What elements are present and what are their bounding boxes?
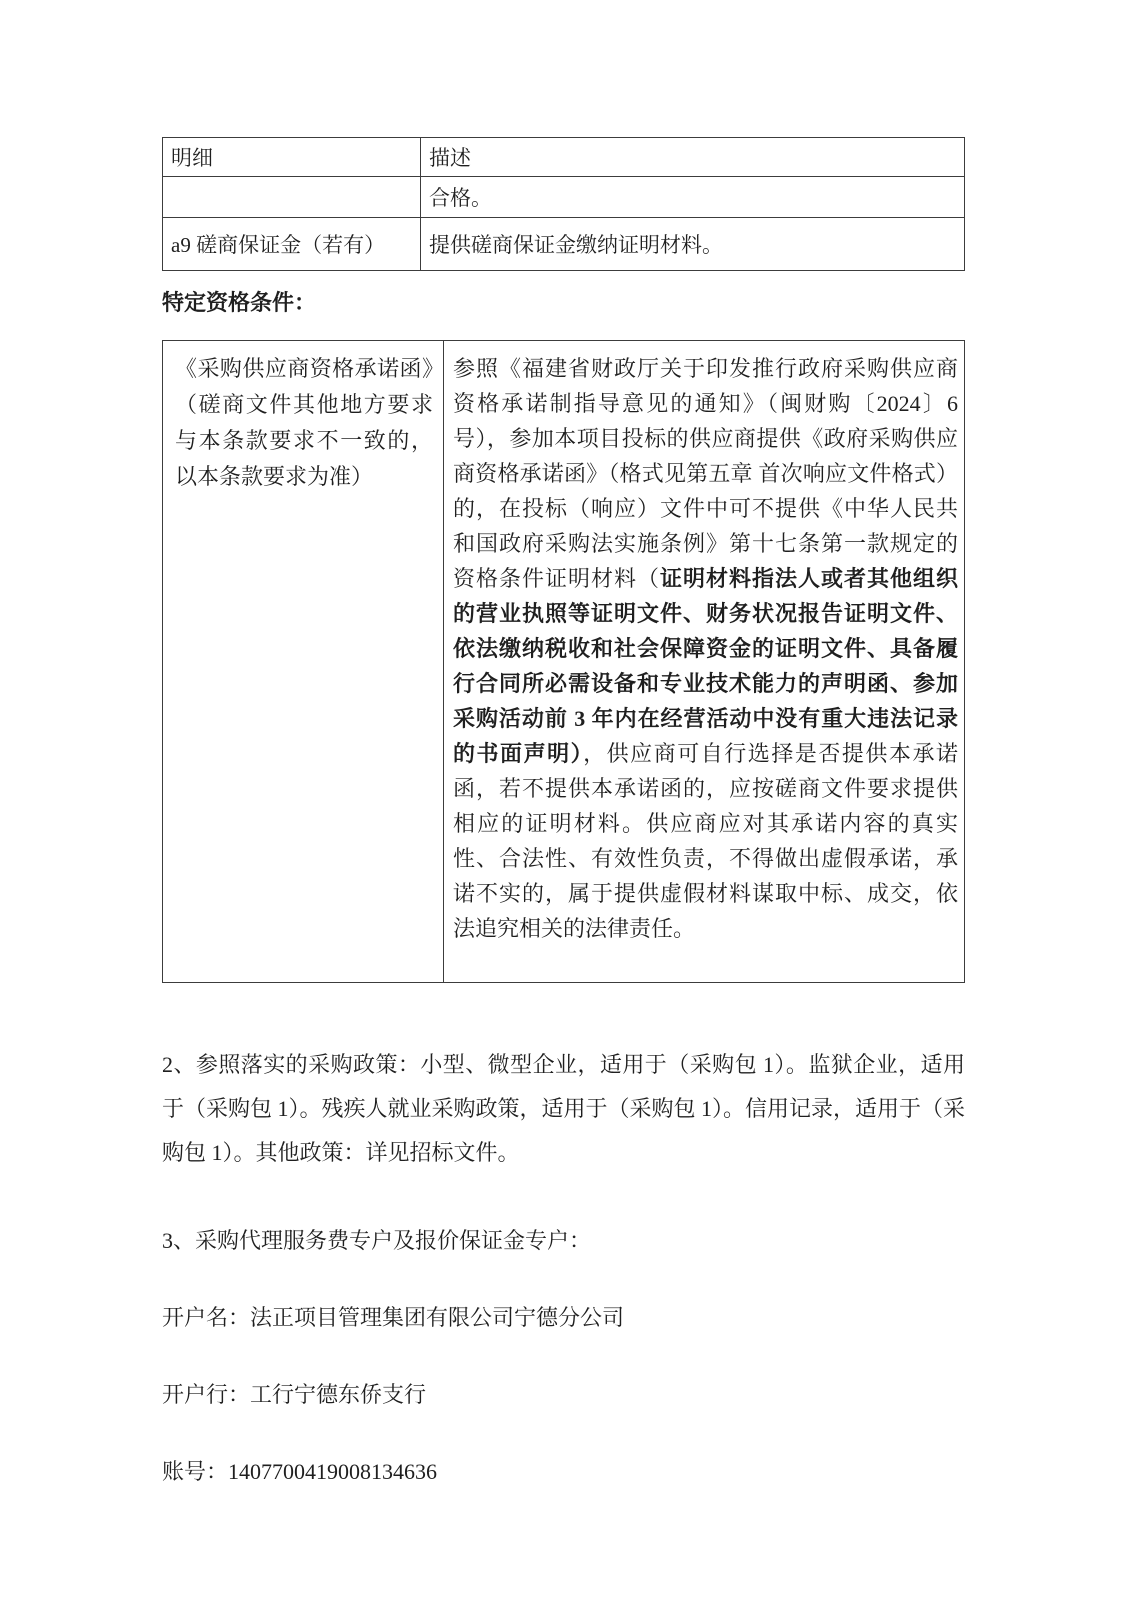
column-header-detail: 明细 — [163, 138, 421, 177]
document-content — [162, 137, 965, 1494]
description-regular-text: ，供应商可自行选择是否提供本承诺函，若不提供本承诺函的，应按磋商文件要求提供相应的证明材料。供应商应对其承诺内容的真实性、合法性、有效性负责，不得做出虚假承诺，承诺不实的，属于提供虚假材料谋取中标、成交，依法追究相关的法律责任。 — [453, 741, 958, 941]
description-cell: 合格。 — [421, 177, 965, 218]
commitment-letter-description-cell — [444, 341, 965, 983]
bank-branch-line: 开户行：工行宁德东侨支行 — [162, 1382, 427, 1407]
commitment-letter-table — [162, 340, 965, 983]
description-cell: 提供磋商保证金缴纳证明材料。 — [421, 218, 965, 271]
column-header-description: 描述 — [421, 138, 965, 177]
table-row — [163, 218, 965, 271]
table-row — [163, 177, 965, 218]
procurement-policy-paragraph: 2、参照落实的采购政策：小型、微型企业，适用于（采购包 1）。监狱企业，适用于（采购包 1）。残疾人就业采购政策，适用于（采购包 1）。信用记录，适用于（采购包 1）。其他政策：详见招标文件。 — [162, 1052, 966, 1165]
section-heading-specific-qualification: 特定资格条件： — [162, 290, 317, 315]
table-row — [163, 341, 965, 983]
qualification-detail-table — [162, 137, 965, 271]
agency-fee-account-heading: 3、采购代理服务费专户及报价保证金专户： — [162, 1228, 592, 1253]
commitment-letter-title-cell: 《采购供应商资格承诺函》（磋商文件其他地方要求与本条款要求不一致的，以本条款要求为准） — [163, 341, 444, 983]
description-bold-text: 证明材料指法人或者其他组织的营业执照等证明文件、财务状况报告证明文件、依法缴纳税收和社会保障资金的证明文件、具备履行合同所必需设备和专业技术能力的声明函、参加采购活动前 3 年内在经营活动中没有重大违法记录的书面声明） — [453, 566, 958, 766]
detail-cell-a9: a9 磋商保证金（若有） — [163, 218, 421, 271]
description-regular-text: 参照《福建省财政厅关于印发推行政府采购供应商资格承诺制指导意见的通知》（闽财购〔2024〕6 号），参加本项目投标的供应商提供《政府采购供应商资格承诺函》（格式见第五章 首次响应文件格式）的，在投标（响应）文件中可不提供《中华人民共和国政府采购法实施条例》第十七条第一款规定的资格条件证明材料（ — [453, 356, 958, 591]
account-number-line: 账号：1407700419008134636 — [162, 1459, 438, 1484]
table-header-row — [163, 138, 965, 177]
account-name-line: 开户名：法正项目管理集团有限公司宁德分公司 — [162, 1305, 625, 1330]
detail-cell-empty — [163, 177, 421, 218]
